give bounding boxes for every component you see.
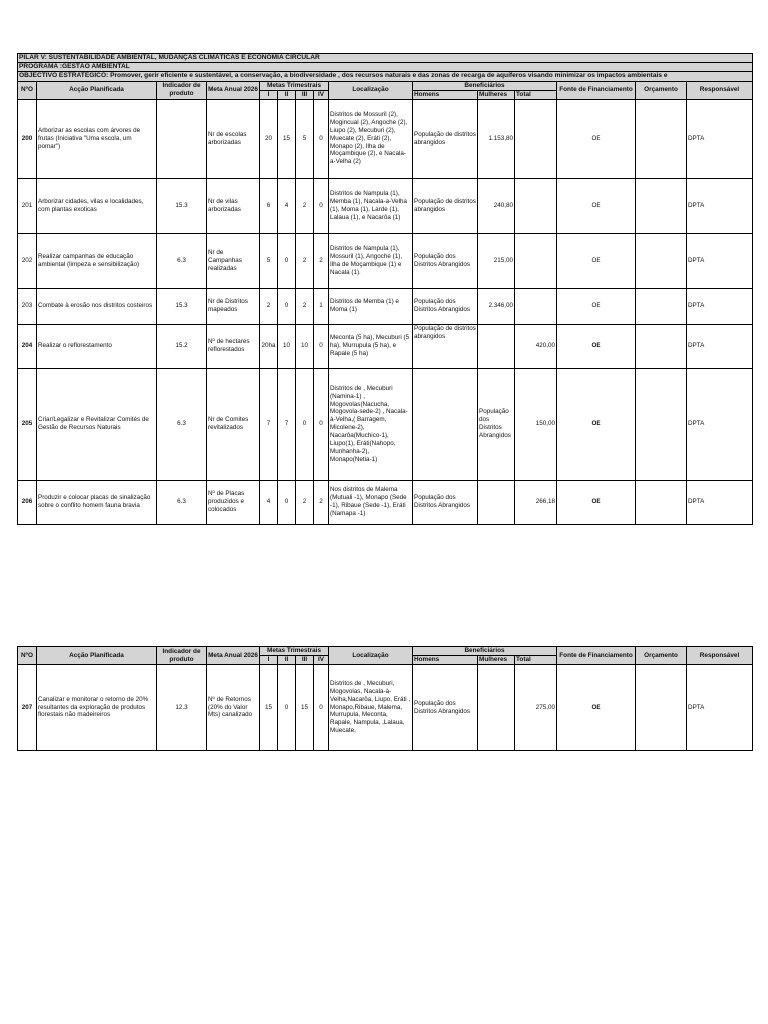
row-orcamento	[636, 480, 687, 524]
row-responsavel: DPTA	[687, 665, 753, 751]
header-accao: Acção Planificada	[37, 647, 157, 665]
row-total	[515, 233, 557, 288]
header-metas-trimestrais: Metas Trimestrais	[260, 647, 329, 656]
row-q4: 1	[314, 288, 329, 324]
row-q2: 7	[278, 368, 296, 480]
header-mulheres: Mulheres	[478, 90, 515, 99]
row-accao: Realizar o reflorestamento	[37, 324, 157, 368]
header-q3: III	[296, 90, 314, 99]
row-meta: Nr de escolas arborizadas	[207, 99, 260, 178]
row-q2: 0	[278, 288, 296, 324]
row-meta: Nº de Placas produzidos e colocados	[207, 480, 260, 524]
row-q2: 0	[278, 665, 296, 751]
row-localizacao: Distritos de Nampula (1), Memba (1), Nacala-a-Velha (1), Moma (1), Larde (1), Lalaua (1), e Nacarôa (1)	[329, 178, 413, 233]
row-homens: População de distritos abrangidos	[413, 99, 478, 178]
row-responsavel: DPTA	[687, 99, 753, 178]
row-orcamento	[636, 178, 687, 233]
table-sheet-2	[17, 646, 752, 751]
table-row	[18, 665, 753, 751]
header-no: NºO	[18, 81, 37, 99]
row-mulheres: População dos Distritos Abrangidos	[478, 368, 515, 480]
row-q1: 4	[260, 480, 278, 524]
row-responsavel: DPTA	[687, 178, 753, 233]
row-q3: 2	[296, 233, 314, 288]
row-indicador: 15.2	[157, 324, 207, 368]
row-q4: 0	[314, 99, 329, 178]
header-localizacao: Localização	[329, 81, 413, 99]
header-q4: IV	[314, 90, 329, 99]
table-row	[18, 233, 753, 288]
row-q3: 2	[296, 178, 314, 233]
row-localizacao: Distritos de Mossuril (2), Mogincual (2), Angoche (2), Liupo (2), Mecuburi (2), Muecate (2), Eráti (2), Monapo (2), Ilha de Moçambique (2), e Nacala-a-Velha (2)	[329, 99, 413, 178]
header-metas-trimestrais: Metas Trimestrais	[260, 81, 329, 90]
row-indicador: 15.3	[157, 178, 207, 233]
row-homens: População dos Distritos Abrangidos	[413, 480, 478, 524]
row-fonte: OE	[557, 368, 636, 480]
header-homens: Homens	[413, 90, 478, 99]
row-number: 203	[18, 288, 37, 324]
row-mulheres	[478, 665, 515, 751]
row-orcamento	[636, 665, 687, 751]
row-localizacao: Distritos de Nampula (1), Mossuril (1), Angoche (1), Ilha de Moçambique (1) e Nacala (1).	[329, 233, 413, 288]
row-responsavel: DPTA	[687, 368, 753, 480]
row-meta: Nr de vilas arborizadas	[207, 178, 260, 233]
row-q1: 5	[260, 233, 278, 288]
row-accao: Arborizar cidades, vilas e localidades, com plantas exoticas	[37, 178, 157, 233]
table-row	[18, 480, 753, 524]
header-fonte: Fonte de Financiamento	[557, 81, 636, 99]
row-responsavel: DPTA	[687, 233, 753, 288]
row-indicador: 15.3	[157, 288, 207, 324]
row-meta: Nº de hectares reflorestados	[207, 324, 260, 368]
row-homens: População de distritos abrangidos	[413, 178, 478, 233]
row-localizacao: Distritos de , Mecuburi (Namina-1) , Mogovolas(Nacucha, Mogovola-sede-2) , Nacala-à-Velha,( Barragem, Micolene-2), Nacarôa(Muchico-1), Liupo(1), Eráti(Nahopo, Munhanha-2), Monapo(Netia-1)	[329, 368, 413, 480]
row-fonte: OE	[557, 480, 636, 524]
row-number: 202	[18, 233, 37, 288]
header-beneficiarios: Beneficiários	[413, 81, 557, 90]
row-fonte: OE	[557, 99, 636, 178]
row-accao: Criar/Legalizar e Revitalizar Comités de Gestão de Recursos Naturais	[37, 368, 157, 480]
row-number: 206	[18, 480, 37, 524]
row-orcamento	[636, 288, 687, 324]
header-meta: Meta Anual 2026	[207, 647, 260, 665]
row-q1: 15	[260, 665, 278, 751]
row-q2: 10	[278, 324, 296, 368]
planning-table	[17, 53, 753, 525]
row-q2: 0	[278, 480, 296, 524]
row-q4: 0	[314, 665, 329, 751]
row-q3: 10	[296, 324, 314, 368]
row-q3: 2	[296, 288, 314, 324]
header-accao: Acção Planificada	[37, 81, 157, 99]
row-orcamento	[636, 368, 687, 480]
header-orcamento: Orçamento	[636, 81, 687, 99]
row-q3: 15	[296, 665, 314, 751]
row-fonte: OE	[557, 665, 636, 751]
row-q3: 0	[296, 368, 314, 480]
header-q1: I	[260, 90, 278, 99]
row-homens: População de distritos abrangidos	[413, 324, 478, 368]
row-q2: 0	[278, 233, 296, 288]
header-responsavel: Responsável	[687, 81, 753, 99]
header-total: Total	[515, 90, 557, 99]
table-sheet-1	[17, 53, 752, 525]
row-q2: 15	[278, 99, 296, 178]
row-q4: 2	[314, 480, 329, 524]
row-mulheres	[478, 324, 515, 368]
row-localizacao: Meconta (5 ha), Mecuburi (5 ha), Murrupula (5 ha), e Rapale (5 ha)	[329, 324, 413, 368]
header-orcamento: Orçamento	[636, 647, 687, 665]
row-number: 200	[18, 99, 37, 178]
row-indicador: 6.3	[157, 480, 207, 524]
row-indicador: 12.3	[157, 665, 207, 751]
header-homens: Homens	[413, 656, 478, 665]
row-responsavel: DPTA	[687, 288, 753, 324]
row-q1: 6	[260, 178, 278, 233]
row-mulheres: 1.153,80	[478, 99, 515, 178]
header-no: NºO	[18, 647, 37, 665]
row-accao: Realizar campanhas de educação ambiental (limpeza e sensibilização)	[37, 233, 157, 288]
row-total: 266,18	[515, 480, 557, 524]
header-indicador: Indicador de produto	[157, 81, 207, 99]
row-mulheres	[478, 480, 515, 524]
row-localizacao: Distritos de Memba (1) e Moma (1)	[329, 288, 413, 324]
row-fonte: OE	[557, 233, 636, 288]
row-homens	[413, 368, 478, 480]
header-total: Total	[515, 656, 557, 665]
pilar-title: PILAR V: SUSTENTABILIDADE AMBIENTAL, MUDANÇAS CLIMÁTICAS E ECONOMIA CIRCULAR	[18, 54, 753, 63]
row-homens: População dos Distritos Abrangidos	[413, 665, 478, 751]
row-mulheres: 240,80	[478, 178, 515, 233]
row-indicador	[157, 99, 207, 178]
header-localizacao: Localização	[329, 647, 413, 665]
header-responsavel: Responsável	[687, 647, 753, 665]
row-fonte: OE	[557, 178, 636, 233]
row-total	[515, 178, 557, 233]
row-mulheres: 2.346,00	[478, 288, 515, 324]
row-orcamento	[636, 233, 687, 288]
header-q1: I	[260, 656, 278, 665]
row-homens: População dos Distritos Abrangidos	[413, 288, 478, 324]
row-orcamento	[636, 324, 687, 368]
row-meta: Nr de Comites revitalizados	[207, 368, 260, 480]
row-accao: Canalizar e monitorar o retorno de 20% resultantes da exploração de produtos florestais não madeireiros	[37, 665, 157, 751]
row-q1: 7	[260, 368, 278, 480]
row-q2: 4	[278, 178, 296, 233]
row-indicador: 6.3	[157, 368, 207, 480]
header-q3: III	[296, 656, 314, 665]
row-number: 201	[18, 178, 37, 233]
row-q1: 2	[260, 288, 278, 324]
row-localizacao: Nos distritos de Malema (Mutuali -1), Monapo (Sede -1), Ribaue (Sede -1), Eráti (Namapa -1)	[329, 480, 413, 524]
row-mulheres: 215,00	[478, 233, 515, 288]
header-q2: II	[278, 90, 296, 99]
header-fonte: Fonte de Financiamento	[557, 647, 636, 665]
header-meta: Meta Anual 2026	[207, 81, 260, 99]
row-accao: Produzir e colocar placas de sinalização sobre o conflito homem fauna bravia	[37, 480, 157, 524]
row-fonte: OE	[557, 288, 636, 324]
row-total: 150,00	[515, 368, 557, 480]
header-mulheres: Mulheres	[478, 656, 515, 665]
row-number: 207	[18, 665, 37, 751]
row-fonte: OE	[557, 324, 636, 368]
header-beneficiarios: Beneficiários	[413, 647, 557, 656]
header-q2: II	[278, 656, 296, 665]
objectivo-text: OBJECTIVO ESTRATEGICO: Promover, gerir eficiente e sustentável, a conservação, a biodiversidade , dos recursos naturais e das zonas de recarga de aquíferos visando minimizar os impactos ambientais e	[18, 72, 753, 81]
header-indicador: Indicador de produto	[157, 647, 207, 665]
row-accao: Arborizar as escolas com árvores de frutas (Iniciativa "Uma escola, um pomar")	[37, 99, 157, 178]
row-q1: 20ha	[260, 324, 278, 368]
header-q4: IV	[314, 656, 329, 665]
row-orcamento	[636, 99, 687, 178]
row-indicador: 6.3	[157, 233, 207, 288]
row-number: 205	[18, 368, 37, 480]
table-row	[18, 99, 753, 178]
row-meta: Nr de Distritos mapeados	[207, 288, 260, 324]
row-q1: 20	[260, 99, 278, 178]
row-homens: População dos Distritos Abrangidos	[413, 233, 478, 288]
row-total: 420,00	[515, 324, 557, 368]
row-q4: 2	[314, 233, 329, 288]
row-q3: 5	[296, 99, 314, 178]
row-responsavel: DPTA	[687, 324, 753, 368]
row-total	[515, 99, 557, 178]
row-total	[515, 288, 557, 324]
table-row	[18, 178, 753, 233]
row-accao: Combate à erosão nos distritos costeiros	[37, 288, 157, 324]
planning-table-continued	[17, 646, 753, 751]
row-total: 275,00	[515, 665, 557, 751]
programa-title: PROGRAMA :GESTÃO AMBIENTAL	[18, 63, 753, 72]
row-q4: 0	[314, 178, 329, 233]
row-meta: Nº de Retornos (20% do Valor Mts) canalizado	[207, 665, 260, 751]
table-row	[18, 368, 753, 480]
row-q4: 0	[314, 324, 329, 368]
table-row	[18, 288, 753, 324]
row-meta: Nr de Campanhas realizadas	[207, 233, 260, 288]
table-row	[18, 324, 753, 368]
row-q4: 0	[314, 368, 329, 480]
row-number: 204	[18, 324, 37, 368]
row-localizacao: Distritos de , Mecuburi, Mogovolas, Nacala-à-Velha,Nacarôa, Liupo, Eráti , Monapo,Ribaue, Malema, Murrupula, Meconta, Rapale, Nampula, ,Lalaua, Muecate,	[329, 665, 413, 751]
row-responsavel: DPTA	[687, 480, 753, 524]
row-q3: 2	[296, 480, 314, 524]
